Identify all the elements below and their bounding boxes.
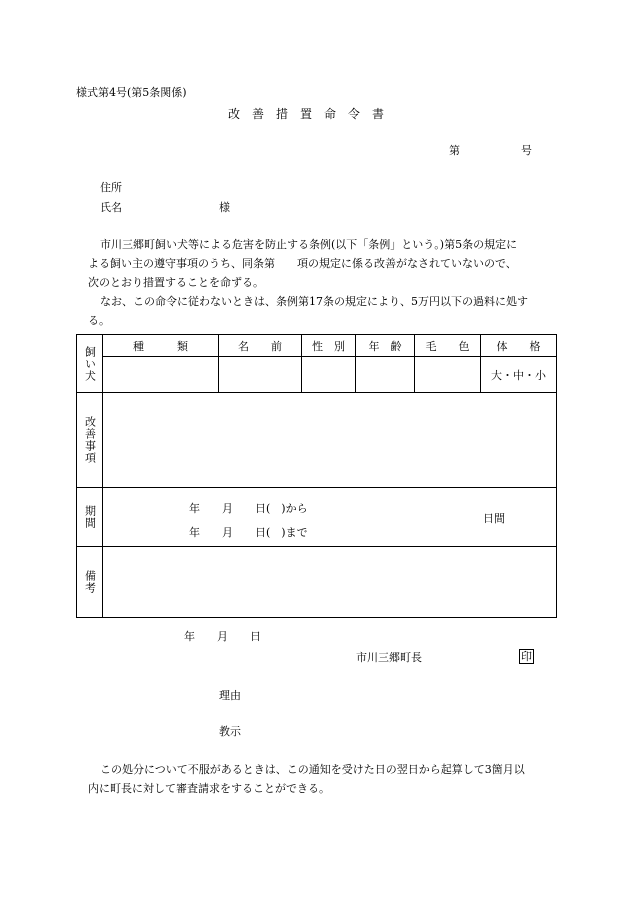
order-table [76,334,557,618]
color-field[interactable] [415,357,481,393]
doc-number-dai: 第 [449,144,460,157]
document-title: 改 善 措 置 命 令 書 [228,107,385,121]
period-field[interactable] [103,488,557,547]
notice-line-2: 内に町長に対して審査請求をすることができる。 [88,782,330,795]
period-to: 年 月 日( )まで [189,526,308,539]
remarks-label-cell [77,547,103,618]
name-label: 氏名 [100,201,122,214]
issuer-name: 市川三郷町長 [356,651,422,664]
seal-mark [519,648,534,664]
reason-label: 理由 [219,689,241,702]
size-options[interactable]: 大・中・小 [481,357,557,393]
sama-suffix: 様 [219,201,230,214]
improvement-label-cell [77,393,103,488]
header-type: 種 類 [103,335,219,357]
improvement-field[interactable] [103,393,557,488]
doc-number-go: 号 [521,144,532,157]
period-label-cell [77,488,103,547]
header-size: 体 格 [481,335,557,357]
improvement-label: 改善事項 [83,416,97,464]
header-name: 名 前 [219,335,302,357]
dog-label: 飼い犬 [83,345,97,382]
period-label: 期間 [83,505,97,529]
remarks-field[interactable] [103,547,557,618]
form-number: 様式第4号(第5条関係) [76,86,187,99]
body-line-4: なお、この命令に従わないときは、条例第17条の規定により、5万円以下の過料に処す [100,295,528,308]
notice-line-1: この処分について不服があるときは、この通知を受けた日の翌日から起算して3箇月以 [100,763,525,776]
remarks-label: 備考 [83,570,97,594]
issue-date: 年 月 日 [184,630,261,643]
body-line-2: よる飼い主の遵守事項のうち、同条第 項の規定に係る改善がなされていないので、 [88,257,517,270]
dog-name-field[interactable] [219,357,302,393]
header-sex: 性 別 [302,335,356,357]
body-line-1: 市川三郷町飼い犬等による危害を防止する条例(以下「条例」という。)第5条の規定に [100,238,518,251]
address-label: 住所 [100,181,122,194]
instruction-label: 教示 [219,725,241,738]
header-age: 年 齢 [356,335,415,357]
type-field[interactable] [103,357,219,393]
header-color: 毛 色 [415,335,481,357]
dog-label-cell [77,335,103,393]
body-line-5: る。 [88,314,110,327]
period-from: 年 月 日( )から [189,502,308,515]
sex-field[interactable] [302,357,356,393]
seal-text: 印 [521,650,532,663]
body-line-3: 次のとおり措置することを命ずる。 [88,276,264,289]
period-days: 日間 [483,512,505,525]
age-field[interactable] [356,357,415,393]
